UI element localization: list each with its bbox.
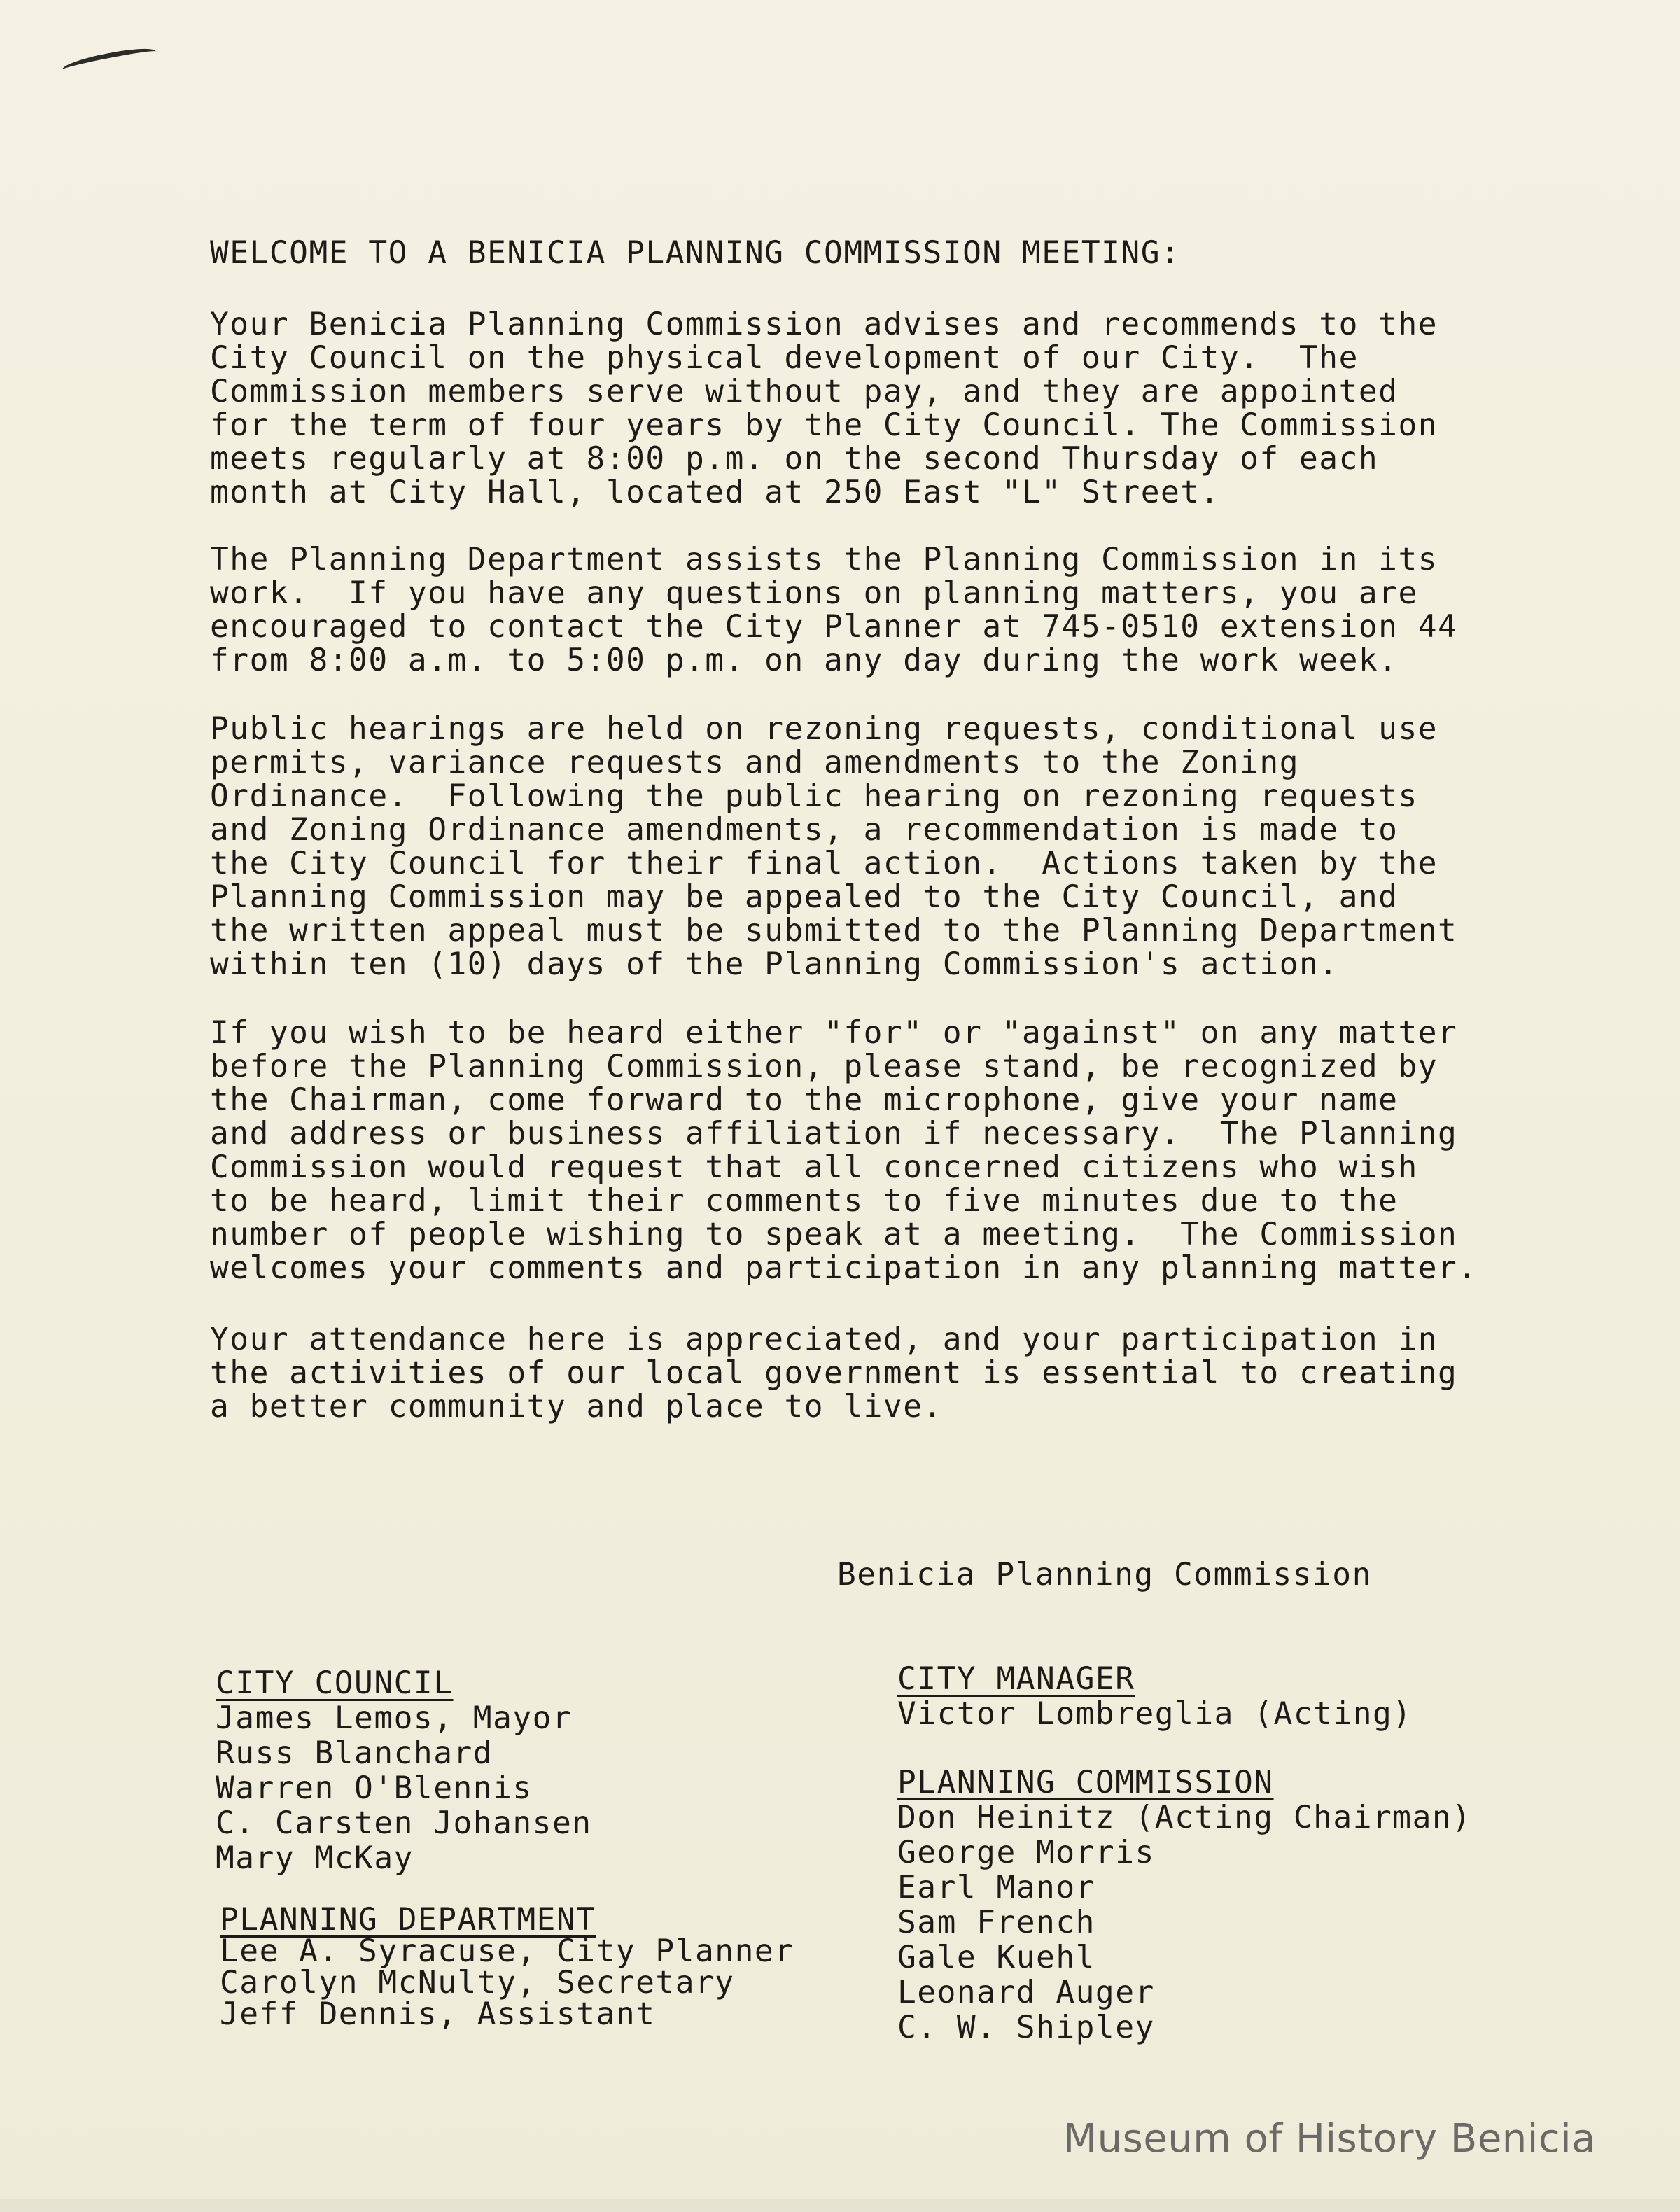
staple-mark [61,44,158,77]
paragraph-speaking-procedure: If you wish to be heard either "for" or "against" on any matter before the Planning Commission, please stand, be recognized by the Chairman, come forward to the microphone, give your name and address or business affiliation if necessary. The Planning Commission would request that all concerned citizens who wish to be heard, limit their comments to five minutes due to the number of people wishing to speak at a meeting. The Commission welcomes your comments and participation in any planning matter. [210,1015,1478,1286]
section-title: CITY MANAGER [897,1661,1135,1697]
list-item: Sam French [897,1905,1096,1940]
section-title: CITY COUNCIL [216,1665,454,1701]
list-item: Victor Lombreglia (Acting) [897,1696,1413,1732]
list-item: Don Heinitz (Acting Chairman) [897,1800,1472,1835]
city-council-list [216,1666,592,1876]
paragraph-planning-department: The Planning Department assists the Planning Commission in its work. If you have any questions on planning matters, you are encouraged to contact the City Planner at 745-0510 extension 44 from 8:00 a.m. to 5:00 p.m. on any day during the work week. [210,542,1458,678]
planning-commission-list [897,1765,1471,2045]
list-item: Leonard Auger [897,1975,1155,2010]
list-item: Earl Manor [897,1870,1096,1905]
planning-department-list [220,1904,794,2030]
list-item: C. Carsten Johansen [216,1805,592,1841]
list-item: George Morris [897,1835,1155,1870]
document-heading: WELCOME TO A BENICIA PLANNING COMMISSION MEETING: [210,235,1181,271]
list-item: C. W. Shipley [897,2010,1155,2045]
city-manager-list [897,1662,1413,1732]
list-item: Lee A. Syracuse, City Planner [220,1933,794,1969]
section-title: PLANNING DEPARTMENT [220,1902,596,1938]
list-item: Jeff Dennis, Assistant [220,1996,656,2032]
paragraph-commission-role: Your Benicia Planning Commission advises and recommends to the City Council on the physical development of our City. The Commission members serve without pay, and they are appointed for the term of four years by the City Council. The Commission meets regularly at 8:00 p.m. on the second Thursday of each month at City Hall, located at 250 East "L" Street. [210,307,1438,510]
list-item: Mary McKay [216,1840,414,1876]
paragraph-public-hearings: Public hearings are held on rezoning requests, conditional use permits, variance requests and amendments to the Zoning Ordinance. Following the public hearing on rezoning requests and Zoning Ordinance amendments, a recommendation is made to the City Council for their final action. Actions taken by the Planning Commission may be appealed to the City Council, and the written appeal must be submitted to the Planning Department within ten (10) days of the Planning Commission's action. [210,711,1458,982]
museum-watermark: Museum of History Benicia [1063,2116,1596,2162]
section-title: PLANNING COMMISSION [897,1765,1274,1800]
list-item: Carolyn McNulty, Secretary [220,1965,735,2001]
paragraph-closing: Your attendance here is appreciated, and your participation in the activities of our local government is essential to creating a better community and place to live. [210,1322,1458,1424]
signature-line: Benicia Planning Commission [837,1557,1372,1592]
list-item: Warren O'Blennis [216,1770,533,1806]
list-item: Gale Kuehl [897,1940,1096,1975]
list-item: James Lemos, Mayor [216,1700,573,1736]
paper-bottom-edge [0,2199,1680,2212]
list-item: Russ Blanchard [216,1735,493,1771]
